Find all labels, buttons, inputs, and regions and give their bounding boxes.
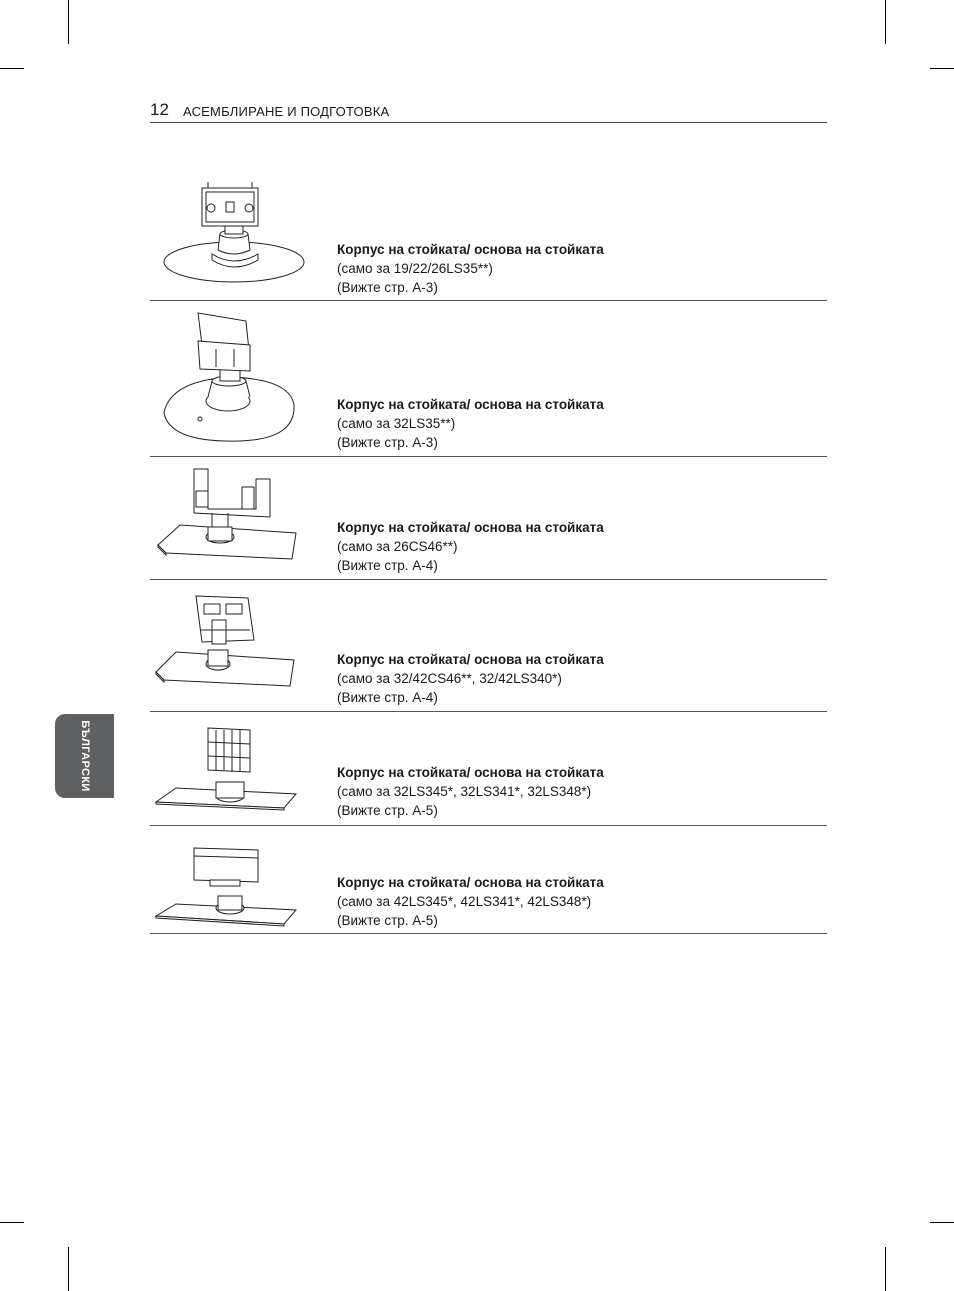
crop-mark bbox=[930, 68, 954, 69]
language-label: БЪЛГАРСКИ bbox=[78, 720, 91, 792]
parts-list-item bbox=[150, 178, 827, 301]
section-title: АСЕМБЛИРАНЕ И ПОДГОТОВКА bbox=[183, 104, 390, 119]
item-title: Корпус на стойката/ основа на стойката bbox=[337, 397, 604, 412]
item-models: (само за 32LS35**) bbox=[337, 416, 456, 431]
crop-mark bbox=[68, 1247, 69, 1291]
stand-illustration bbox=[150, 580, 330, 711]
item-title: Корпус на стойката/ основа на стойката bbox=[337, 242, 604, 257]
item-description bbox=[337, 240, 604, 297]
item-description bbox=[337, 873, 604, 930]
item-description bbox=[337, 518, 604, 575]
parts-list-item bbox=[150, 580, 827, 712]
item-title: Корпус на стойката/ основа на стойката bbox=[337, 520, 604, 535]
item-reference: (Вижте стр. A-4) bbox=[337, 690, 438, 705]
item-reference: (Вижте стр. A-4) bbox=[337, 558, 438, 573]
parts-list-item bbox=[150, 826, 827, 934]
crop-mark bbox=[885, 1247, 886, 1291]
parts-list-item bbox=[150, 712, 827, 826]
crop-mark bbox=[68, 0, 69, 44]
item-reference: (Вижте стр. A-5) bbox=[337, 913, 438, 928]
item-title: Корпус на стойката/ основа на стойката bbox=[337, 875, 604, 890]
item-models: (само за 32/42CS46**, 32/42LS340*) bbox=[337, 671, 562, 686]
item-models: (само за 42LS345*, 42LS341*, 42LS348*) bbox=[337, 894, 592, 909]
item-reference: (Вижте стр. A-3) bbox=[337, 280, 438, 295]
stand-illustration bbox=[150, 826, 330, 933]
item-models: (само за 32LS345*, 32LS341*, 32LS348*) bbox=[337, 784, 592, 799]
crop-mark bbox=[0, 68, 24, 69]
crop-mark bbox=[885, 0, 886, 44]
item-reference: (Вижте стр. A-3) bbox=[337, 435, 438, 450]
stand-illustration bbox=[150, 301, 330, 456]
item-models: (само за 19/22/26LS35**) bbox=[337, 261, 493, 276]
parts-list-item bbox=[150, 301, 827, 457]
page-header bbox=[150, 100, 827, 123]
parts-list-item bbox=[150, 457, 827, 580]
page-number: 12 bbox=[150, 100, 169, 119]
stand-illustration bbox=[150, 457, 330, 579]
item-title: Корпус на стойката/ основа на стойката bbox=[337, 765, 604, 780]
crop-mark bbox=[930, 1222, 954, 1223]
stand-illustration bbox=[150, 178, 330, 300]
item-description bbox=[337, 650, 604, 707]
language-tab bbox=[55, 714, 114, 798]
item-title: Корпус на стойката/ основа на стойката bbox=[337, 652, 604, 667]
stand-illustration bbox=[150, 712, 330, 825]
item-description bbox=[337, 395, 604, 452]
item-models: (само за 26CS46**) bbox=[337, 539, 458, 554]
crop-mark bbox=[0, 1222, 24, 1223]
item-reference: (Вижте стр. A-5) bbox=[337, 803, 438, 818]
item-description bbox=[337, 763, 604, 820]
